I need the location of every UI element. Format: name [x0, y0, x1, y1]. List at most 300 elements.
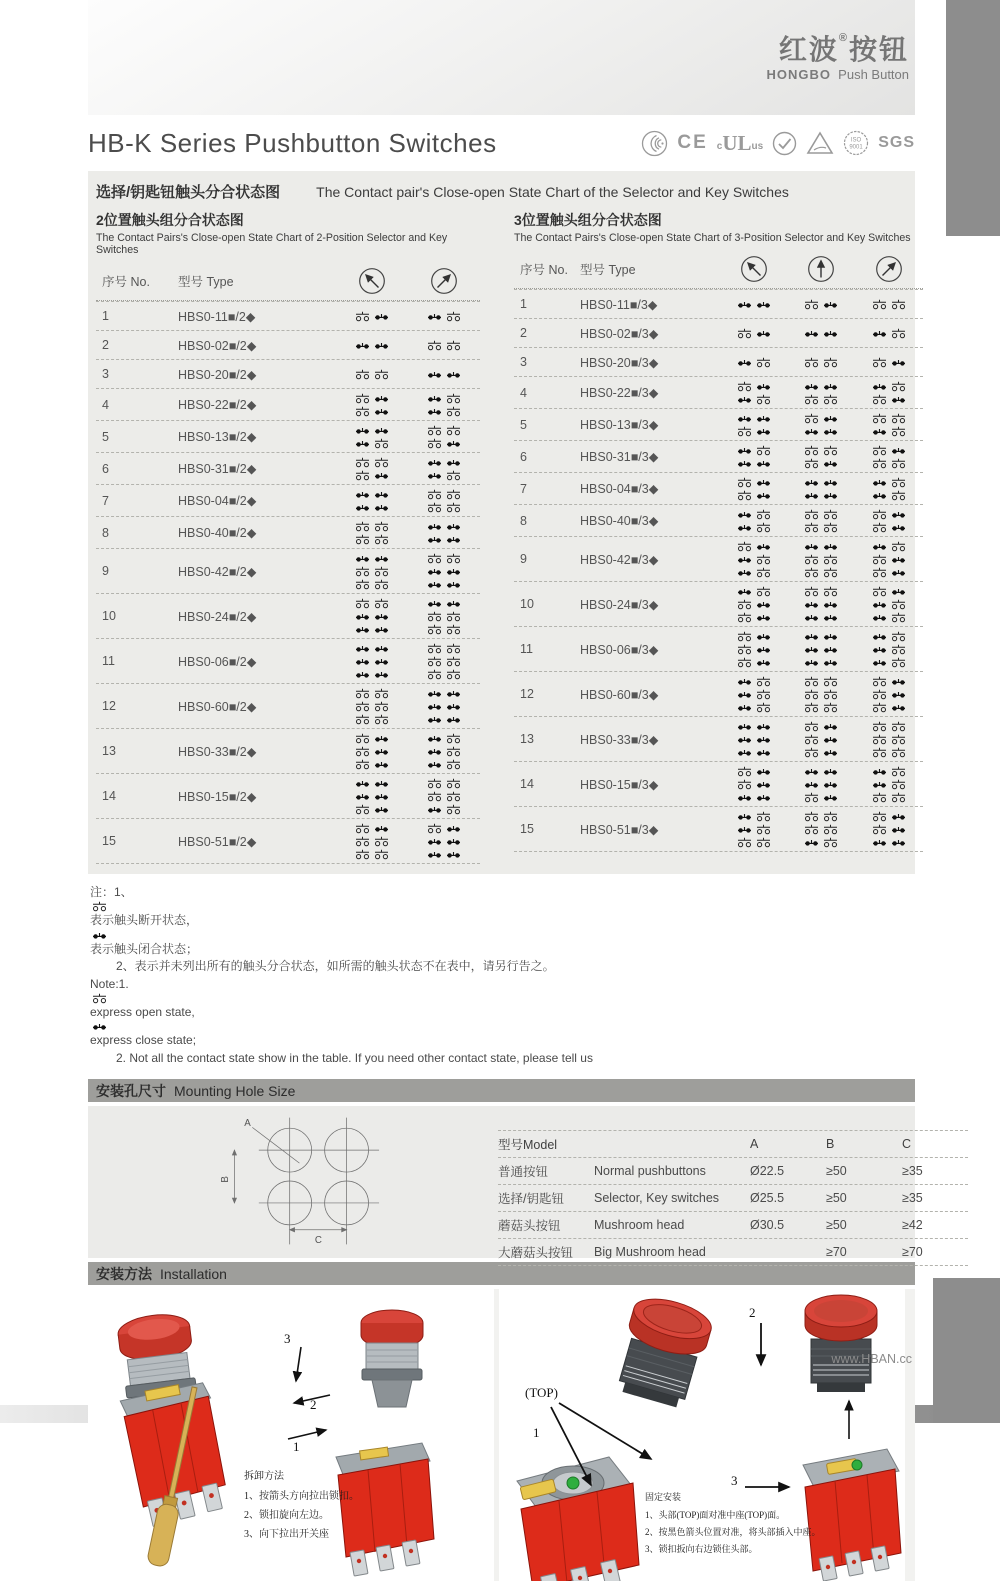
closed-contact-icon	[756, 299, 771, 310]
open-contact-icon	[823, 522, 838, 533]
table-header-row	[96, 262, 480, 301]
open-contact-icon	[891, 792, 906, 803]
contact-state-section	[88, 171, 915, 874]
website-url: www.HBAN.cc	[831, 1352, 912, 1366]
row-no: 14	[102, 789, 116, 803]
table-title-cn: 3位置触头组分合状态图	[514, 212, 662, 228]
right-gray-band-top	[946, 0, 1000, 236]
row-no: 9	[520, 552, 527, 566]
open-contact-icon	[823, 445, 838, 456]
open-contact-icon	[891, 426, 906, 437]
open-contact-icon	[355, 823, 370, 834]
row-type: HBS0-04■/3◆	[580, 482, 659, 496]
open-contact-icon	[756, 567, 771, 578]
contact-state-cell	[788, 585, 856, 623]
closed-contact-icon	[823, 779, 838, 790]
open-contact-icon	[446, 502, 461, 513]
open-contact-icon	[891, 721, 906, 732]
state-row	[96, 593, 480, 638]
closed-contact-icon	[804, 657, 819, 668]
open-contact-icon	[92, 901, 107, 912]
closed-contact-icon	[427, 688, 442, 699]
closed-contact-icon	[823, 747, 838, 758]
callout-top-label: (TOP)	[525, 1385, 558, 1401]
closed-contact-icon	[804, 644, 819, 655]
open-contact-icon	[374, 688, 389, 699]
state-row	[96, 683, 480, 728]
state-row	[96, 818, 480, 864]
open-contact-icon	[374, 534, 389, 545]
svg-text:9001: 9001	[849, 144, 863, 151]
contact-state-cell	[788, 412, 856, 437]
open-contact-icon	[737, 779, 752, 790]
closed-contact-icon	[823, 766, 838, 777]
contact-state-cell	[408, 552, 480, 590]
open-contact-icon	[756, 445, 771, 456]
open-contact-icon	[872, 458, 887, 469]
closed-contact-icon	[804, 381, 819, 392]
open-contact-icon	[756, 509, 771, 520]
closed-contact-icon	[427, 598, 442, 609]
closed-contact-icon	[872, 599, 887, 610]
closed-contact-icon	[355, 778, 370, 789]
closed-contact-icon	[374, 791, 389, 802]
closed-contact-icon	[737, 689, 752, 700]
closed-contact-icon	[756, 477, 771, 488]
rohs-check-icon	[772, 131, 797, 156]
closed-contact-icon	[355, 438, 370, 449]
contact-state-cell	[855, 444, 923, 469]
open-contact-icon	[823, 702, 838, 713]
open-contact-icon	[823, 824, 838, 835]
closed-contact-icon	[446, 534, 461, 545]
open-contact-icon	[427, 502, 442, 513]
closed-contact-icon	[823, 458, 838, 469]
closed-contact-icon	[891, 567, 906, 578]
open-contact-icon	[891, 631, 906, 642]
row-no: 5	[102, 429, 109, 444]
closed-contact-icon	[756, 631, 771, 642]
closed-contact-icon	[427, 406, 442, 417]
open-contact-icon	[737, 837, 752, 848]
closed-contact-icon	[374, 656, 389, 667]
contact-state-cell	[788, 540, 856, 578]
open-contact-icon	[427, 669, 442, 680]
closed-contact-icon	[427, 393, 442, 404]
closed-contact-icon	[872, 779, 887, 790]
open-contact-icon	[446, 611, 461, 622]
closed-contact-icon	[823, 413, 838, 424]
row-no: 13	[102, 744, 116, 758]
closed-contact-icon	[355, 611, 370, 622]
closed-contact-icon	[872, 541, 887, 552]
open-contact-icon	[891, 328, 906, 339]
state-row	[96, 773, 480, 818]
closed-contact-icon	[823, 477, 838, 488]
closed-contact-icon	[823, 328, 838, 339]
contact-state-cell	[336, 456, 408, 481]
closed-contact-icon	[355, 425, 370, 436]
open-contact-icon	[756, 837, 771, 848]
closed-contact-icon	[737, 824, 752, 835]
closed-contact-icon	[823, 541, 838, 552]
row-no: 15	[520, 822, 534, 836]
state-row	[514, 376, 923, 408]
closed-contact-icon	[446, 849, 461, 860]
row-type: HBS0-02■/3◆	[580, 326, 659, 341]
removal-panel	[88, 1289, 494, 1581]
open-contact-icon	[737, 328, 752, 339]
closed-contact-icon	[804, 837, 819, 848]
closed-contact-icon	[374, 746, 389, 757]
mount-header-c: C	[902, 1137, 912, 1152]
open-contact-icon	[355, 733, 370, 744]
open-contact-icon	[737, 490, 752, 501]
callout-1: 1	[293, 1439, 300, 1455]
closed-contact-icon	[823, 631, 838, 642]
row-type: HBS0-11■/3◆	[580, 297, 658, 312]
open-contact-icon	[823, 676, 838, 687]
state-row	[96, 359, 480, 388]
open-contact-icon	[374, 369, 389, 380]
contact-state-cell	[408, 520, 480, 545]
row-type: HBS0-24■/2◆	[178, 609, 257, 624]
row-type: HBS0-31■/3◆	[580, 450, 659, 464]
open-contact-icon	[756, 824, 771, 835]
open-contact-icon	[891, 413, 906, 424]
closed-contact-icon	[427, 701, 442, 712]
contact-state-cell	[788, 720, 856, 758]
open-contact-icon	[823, 554, 838, 565]
contact-state-cell	[720, 540, 788, 578]
safety-triangle-icon	[806, 130, 834, 156]
mount-table-row	[498, 1157, 968, 1184]
open-contact-icon	[891, 734, 906, 745]
closed-contact-icon	[756, 766, 771, 777]
open-contact-icon	[872, 567, 887, 578]
closed-contact-icon	[891, 689, 906, 700]
closed-contact-icon	[374, 823, 389, 834]
closed-contact-icon	[446, 823, 461, 834]
state-row	[96, 330, 480, 359]
open-contact-icon	[737, 477, 752, 488]
closed-contact-icon	[355, 669, 370, 680]
open-contact-icon	[756, 702, 771, 713]
closed-contact-icon	[756, 458, 771, 469]
open-contact-icon	[804, 702, 819, 713]
row-type: HBS0-15■/3◆	[580, 777, 659, 792]
closed-contact-icon	[737, 734, 752, 745]
closed-contact-icon	[374, 643, 389, 654]
state-row	[96, 638, 480, 683]
open-contact-icon	[872, 792, 887, 803]
mount-header-a: A	[750, 1137, 759, 1152]
open-contact-icon	[427, 438, 442, 449]
row-type: HBS0-04■/2◆	[178, 494, 257, 508]
svg-text:B: B	[219, 1176, 231, 1183]
open-contact-icon	[891, 490, 906, 501]
closed-contact-icon	[756, 792, 771, 803]
col-type-header: 型号 Type	[580, 263, 636, 277]
closed-contact-icon	[427, 746, 442, 757]
open-contact-icon	[355, 369, 370, 380]
closed-contact-icon	[737, 299, 752, 310]
note-line: 2、表示并未列出所有的触头分合状态，如所需的触头状态不在表中，请另行告之。	[116, 959, 555, 974]
open-contact-icon	[374, 579, 389, 590]
mounting-bar-en: Mounting Hole Size	[174, 1082, 296, 1099]
open-contact-icon	[446, 311, 461, 322]
contact-state-cell	[408, 777, 480, 815]
closed-contact-icon	[355, 340, 370, 351]
open-contact-icon	[446, 778, 461, 789]
open-contact-icon	[374, 438, 389, 449]
open-contact-icon	[872, 689, 887, 700]
open-contact-icon	[891, 458, 906, 469]
installation-bar-en: Installation	[160, 1265, 227, 1282]
open-contact-icon	[823, 586, 838, 597]
closed-contact-icon	[804, 477, 819, 488]
closed-contact-icon	[374, 611, 389, 622]
open-contact-icon	[355, 598, 370, 609]
closed-contact-icon	[756, 541, 771, 552]
closed-contact-icon	[804, 779, 819, 790]
closed-contact-icon	[804, 490, 819, 501]
switch-base-open	[517, 1457, 639, 1581]
switch-head-tilted	[611, 1292, 716, 1411]
contact-state-cell	[720, 630, 788, 668]
notes-block	[88, 874, 915, 1075]
brand-logo	[766, 33, 909, 82]
closed-contact-icon	[355, 502, 370, 513]
open-contact-icon	[891, 657, 906, 668]
state-row	[96, 388, 480, 420]
mount-model-cn: 蘑菇头按钮	[498, 1219, 561, 1234]
closed-contact-icon	[737, 702, 752, 713]
contact-state-cell	[855, 298, 923, 310]
row-no: 5	[520, 417, 527, 432]
mount-model-en: Big Mushroom head	[594, 1245, 706, 1260]
open-contact-icon	[804, 357, 819, 368]
open-contact-icon	[756, 554, 771, 565]
open-contact-icon	[823, 567, 838, 578]
row-type: HBS0-20■/2◆	[178, 367, 257, 382]
closed-contact-icon	[756, 779, 771, 790]
contact-state-cell	[788, 675, 856, 713]
open-contact-icon	[804, 299, 819, 310]
open-contact-icon	[355, 521, 370, 532]
open-contact-icon	[446, 804, 461, 815]
open-contact-icon	[427, 611, 442, 622]
state-row	[514, 536, 923, 581]
closed-contact-icon	[374, 778, 389, 789]
col-no-header: 序号 No.	[520, 263, 568, 277]
closed-contact-icon	[737, 357, 752, 368]
callout-1: 1	[533, 1425, 540, 1441]
row-no: 1	[102, 309, 109, 323]
closed-contact-icon	[823, 734, 838, 745]
open-contact-icon	[355, 746, 370, 757]
closed-contact-icon	[891, 824, 906, 835]
svg-text:C: C	[314, 1234, 322, 1246]
open-contact-icon	[737, 381, 752, 392]
open-contact-icon	[804, 522, 819, 533]
closed-contact-icon	[891, 702, 906, 713]
open-contact-icon	[872, 747, 887, 758]
open-contact-icon	[872, 299, 887, 310]
open-contact-icon	[804, 509, 819, 520]
contact-state-cell	[788, 327, 856, 339]
closed-contact-icon	[427, 521, 442, 532]
page-header	[88, 0, 915, 115]
contact-state-cell	[720, 298, 788, 310]
closed-contact-icon	[737, 676, 752, 687]
state-row	[514, 472, 923, 504]
open-contact-icon	[804, 586, 819, 597]
closed-contact-icon	[804, 426, 819, 437]
open-contact-icon	[427, 624, 442, 635]
contact-state-cell	[408, 687, 480, 725]
closed-contact-icon	[756, 490, 771, 501]
mount-c: ≥35	[902, 1164, 923, 1179]
open-contact-icon	[823, 394, 838, 405]
row-type: HBS0-24■/3◆	[580, 597, 659, 612]
open-contact-icon	[804, 567, 819, 578]
open-contact-icon	[446, 489, 461, 500]
closed-contact-icon	[804, 631, 819, 642]
page-title: HB-K Series Pushbutton Switches	[88, 127, 497, 158]
contact-state-cell	[720, 327, 788, 339]
closed-contact-icon	[891, 394, 906, 405]
contact-state-cell	[720, 585, 788, 623]
row-type: HBS0-51■/3◆	[580, 822, 659, 837]
closed-contact-icon	[823, 299, 838, 310]
closed-contact-icon	[374, 470, 389, 481]
closed-contact-icon	[737, 811, 752, 822]
open-contact-icon	[355, 849, 370, 860]
open-contact-icon	[737, 599, 752, 610]
open-contact-icon	[891, 381, 906, 392]
row-no: 6	[102, 461, 109, 476]
mount-c: ≥70	[902, 1245, 923, 1260]
closed-contact-icon	[756, 657, 771, 668]
closed-contact-icon	[92, 930, 107, 941]
row-type: HBS0-40■/3◆	[580, 514, 659, 528]
closed-contact-icon	[823, 721, 838, 732]
removal-steps: 拆卸方法 1、按箭头方向拉出锁扣。 2、锁扣旋向左边。 3、向下拉出开关座	[244, 1471, 359, 1541]
contact-state-cell	[855, 356, 923, 368]
contact-state-cell	[408, 456, 480, 481]
contact-state-cell	[408, 488, 480, 513]
closed-contact-icon	[872, 328, 887, 339]
closed-contact-icon	[756, 644, 771, 655]
closed-contact-icon	[374, 502, 389, 513]
open-contact-icon	[872, 586, 887, 597]
closed-contact-icon	[355, 489, 370, 500]
open-contact-icon	[446, 425, 461, 436]
open-contact-icon	[374, 566, 389, 577]
open-contact-icon	[823, 811, 838, 822]
contact-state-cell	[855, 380, 923, 405]
contact-state-cell	[336, 732, 408, 770]
open-contact-icon	[446, 406, 461, 417]
row-type: HBS0-42■/3◆	[580, 552, 659, 567]
closed-contact-icon	[737, 445, 752, 456]
contact-state-cell	[855, 476, 923, 501]
state-row	[514, 408, 923, 440]
closed-contact-icon	[737, 522, 752, 533]
state-row	[514, 806, 923, 852]
fixing-panel	[499, 1289, 905, 1581]
open-contact-icon	[355, 804, 370, 815]
open-contact-icon	[374, 701, 389, 712]
closed-contact-icon	[374, 340, 389, 351]
open-contact-icon	[446, 553, 461, 564]
state-row	[96, 301, 480, 330]
open-contact-icon	[355, 470, 370, 481]
open-contact-icon	[804, 676, 819, 687]
contact-state-cell	[855, 508, 923, 533]
row-type: HBS0-20■/3◆	[580, 355, 659, 370]
row-type: HBS0-15■/2◆	[178, 789, 257, 804]
closed-contact-icon	[427, 579, 442, 590]
closed-contact-icon	[427, 457, 442, 468]
closed-contact-icon	[891, 554, 906, 565]
closed-contact-icon	[804, 599, 819, 610]
contact-state-cell	[408, 310, 480, 322]
closed-contact-icon	[737, 567, 752, 578]
open-contact-icon	[427, 489, 442, 500]
open-contact-icon	[872, 413, 887, 424]
row-no: 11	[102, 654, 115, 668]
note-line: 2. Not all the contact state show in the table. If you need other contact state, please tell us	[116, 1050, 593, 1065]
open-contact-icon	[355, 688, 370, 699]
contact-state-cell	[720, 765, 788, 803]
mounting-hole-diagram	[164, 1116, 482, 1246]
open-contact-icon	[804, 811, 819, 822]
contact-state-cell	[336, 597, 408, 635]
contact-state-cell	[408, 339, 480, 351]
open-contact-icon	[804, 458, 819, 469]
row-no: 14	[520, 777, 534, 791]
state-row	[514, 318, 923, 347]
mount-table-row	[498, 1184, 968, 1211]
closed-contact-icon	[427, 470, 442, 481]
contact-state-cell	[788, 630, 856, 668]
mount-c: ≥42	[902, 1218, 923, 1233]
state-row	[514, 716, 923, 761]
open-contact-icon	[756, 676, 771, 687]
row-no: 11	[520, 642, 533, 656]
row-type: HBS0-33■/2◆	[178, 744, 257, 759]
row-type: HBS0-51■/2◆	[178, 834, 257, 849]
open-contact-icon	[355, 393, 370, 404]
open-contact-icon	[374, 521, 389, 532]
open-contact-icon	[374, 714, 389, 725]
row-type: HBS0-33■/3◆	[580, 732, 659, 747]
ce-icon: CE	[677, 132, 708, 153]
closed-contact-icon	[872, 477, 887, 488]
open-contact-icon	[891, 644, 906, 655]
closed-contact-icon	[374, 311, 389, 322]
closed-contact-icon	[446, 598, 461, 609]
open-contact-icon	[374, 457, 389, 468]
open-contact-icon	[891, 599, 906, 610]
closed-contact-icon	[823, 599, 838, 610]
contact-state-cell	[336, 368, 408, 380]
state-row	[96, 420, 480, 452]
closed-contact-icon	[891, 837, 906, 848]
state-row	[514, 440, 923, 472]
